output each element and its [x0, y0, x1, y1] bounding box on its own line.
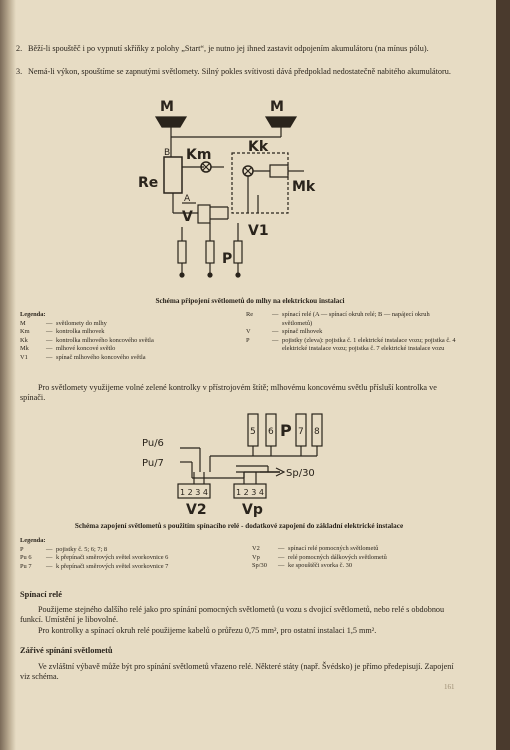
switch-label: V [182, 209, 193, 225]
legend-row: V1 — spínač mlhového koncového světla [20, 353, 146, 361]
relay-wiring-diagram [140, 410, 340, 520]
rear-fog-label: Mk [292, 179, 316, 195]
section1-paragraph: Použijeme stejného dalšího relé jako pro spínání pomocných světlometů (u vozu s dvojicí světlometů, nebo relé s obdobnou funkcí. Umístění je libovolné. [20, 605, 445, 624]
pu7-label: Pu/7 [142, 458, 164, 469]
legend-row: Re — spínací relé (A — spínací okruh relé; B — napájecí okruh světlometů) [246, 311, 430, 327]
fuse-group-label: P [280, 421, 292, 440]
fog-light-wiring-diagram [120, 95, 340, 295]
legend1-heading: Legenda: [20, 311, 46, 318]
indicator-label: Km [186, 147, 212, 163]
legend-row: Vp — relé pomocných dálkových světlometů [252, 553, 387, 561]
section-heading: Spínací relé [20, 590, 62, 599]
fuse-label: P [222, 251, 233, 267]
legend-row: Sp/30 — ke spouštěči svorka č. 30 [252, 562, 353, 570]
legend-row: P — pojistky č. 5; 6; 7; 8 [20, 545, 108, 553]
rear-fog-light [270, 165, 288, 177]
rear-indicator-label: Kk [248, 139, 269, 155]
legend-row: V — spínač mlhovek [246, 328, 323, 336]
legend1-right [246, 311, 456, 354]
diagram2-caption: Schéma zapojení světlometů s použitím spínacího relé - dodatkové zapojení do základní elektrické instalace [74, 522, 404, 530]
legend-row: M — světlomety do mlhy [20, 319, 107, 327]
relay-label: Re [138, 175, 159, 191]
lamp-label-right: M [270, 99, 284, 115]
legend1-left [20, 311, 240, 363]
paragraph-indicators: Pro světlomety využijeme volné zelené kontrolky v přístrojovém štítě; mlhovému koncovému světlu přísluší kontrolka ve spínači. [20, 383, 437, 402]
legend2-right [252, 545, 462, 571]
book-edge [496, 0, 510, 750]
vp-label: Vp [242, 502, 263, 518]
list-item [16, 44, 458, 54]
fuse-5-label: 5 [250, 427, 256, 437]
section2-paragraph: Ve zvláštní výbavě může být pro spínání světlometů vřazeno relé. Některé státy (např. Švédsko) je přímo předepisují. Zapojení viz schéma. [20, 662, 454, 681]
fog-switch [198, 205, 210, 223]
fuse-6-label: 6 [268, 427, 274, 437]
relay-terminal-b: B [164, 148, 171, 158]
list-number: 3. [16, 67, 23, 76]
fog-lamp-right [266, 117, 296, 127]
relay-v2-terminals: 1 2 3 4 [180, 488, 208, 497]
relay-terminal-a: A [184, 194, 191, 204]
fuse [206, 241, 214, 263]
relay-vp-terminals: 1 2 3 4 [236, 488, 264, 497]
fuse [234, 241, 242, 263]
pu6-label: Pu/6 [142, 438, 164, 449]
fuse-8-label: 8 [314, 427, 320, 437]
fuse [178, 241, 186, 263]
fog-lamp-left [156, 117, 186, 127]
legend-row: Kk — kontrolka mlhového koncového světla [20, 336, 154, 344]
list-number: 2. [16, 44, 23, 53]
page-number: 161 [444, 683, 455, 691]
legend2-left [20, 537, 240, 571]
rear-fog-module [232, 153, 288, 213]
legend-row: V2 — spínací relé pomocných světlometů [252, 545, 379, 552]
legend-row: Pu 6 — k přepínači směrových světel svorkovnice 6 [20, 554, 169, 562]
legend-row: Km — kontrolka mlhovek [20, 328, 105, 336]
v2-label: V2 [186, 502, 207, 518]
rear-switch-label: V1 [248, 223, 269, 239]
section-heading: Zářivé spínání světlometů [20, 646, 113, 655]
list-text: Běží-li spouštěč i po vypnutí skříňky z polohy „Start“, je nutno jej ihned zastavit odpojením akumulátoru (na mínus pólu). [28, 44, 429, 53]
list-text: Nemá-li výkon, spouštíme se zapnutými světlomety. Silný pokles svítivosti dává předpoklad nedostatečně nabitého akumulátoru. [28, 67, 451, 76]
fuse-7-label: 7 [298, 427, 304, 437]
lamp-label-left: M [160, 99, 174, 115]
legend2-heading: Legenda: [20, 537, 46, 544]
sp30-label: Sp/30 [286, 468, 315, 479]
relay-box [164, 157, 182, 193]
book-spine [0, 0, 16, 750]
legend-row: Pu 7 — k přepínači směrových světel svorkovnice 7 [20, 562, 169, 570]
legend-row: P — pojistky (zleva): pojistka č. 1 elektrické instalace vozu; pojistka č. 4 elektrické instalace vozu; pojistka č. 7 elektrické instalace vozu [246, 336, 456, 353]
diagram1-caption: Schéma připojení světlometů do mlhy na elektrickou instalaci [155, 297, 345, 305]
section1-paragraph: Pro kontrolky a spínací okruh relé použijeme kabelů o průřezu 0,75 mm², pro ostatní instalaci 1,5 mm². [38, 626, 377, 635]
legend-row: Mk — mlhové koncové světlo [20, 345, 116, 353]
list-item [16, 67, 458, 77]
